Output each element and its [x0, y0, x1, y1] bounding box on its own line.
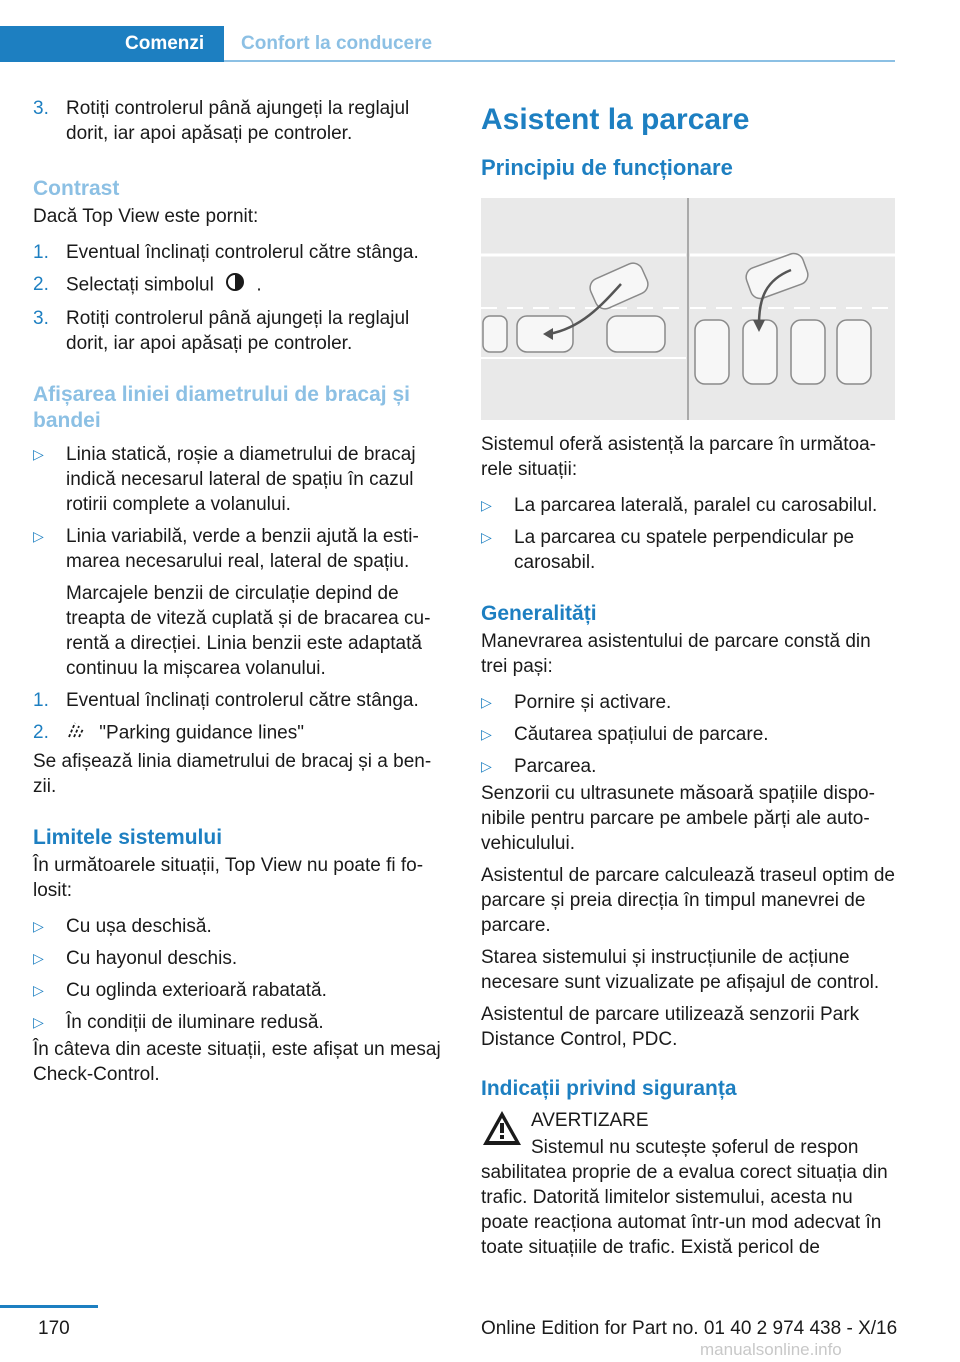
- parking-illustration: [481, 198, 895, 420]
- edition-info: Online Edition for Part no. 01 40 2 974 438 - X/16: [481, 1318, 898, 1339]
- limits-bullets: [33, 914, 445, 1035]
- contrast-steps: [33, 240, 445, 356]
- page-number: 170: [38, 1318, 70, 1339]
- parking-lines-icon: [66, 720, 86, 747]
- warning-block: [481, 1108, 895, 1160]
- step-number: 1.: [33, 242, 49, 263]
- triangle-bullet-icon: ▷: [481, 726, 492, 742]
- bullet-text: Cu hayonul deschis.: [66, 948, 238, 969]
- contrast-icon: [225, 272, 245, 299]
- step-number: 1.: [33, 690, 49, 711]
- triangle-bullet-icon: ▷: [481, 497, 492, 513]
- bullet-item: [33, 914, 445, 939]
- bullet-text: Căutarea spațiului de parcare.: [514, 724, 769, 745]
- step-text: "Parking guidance lines": [99, 722, 304, 744]
- limits-outro: În câteva din aceste situații, este afișat un mesaj Check-Control.: [33, 1039, 441, 1085]
- heading-display-lines: Afișarea liniei diametrului de bracaj și bandei: [33, 383, 410, 432]
- triangle-bullet-icon: ▷: [481, 758, 492, 774]
- step-item: [33, 720, 445, 747]
- triangle-bullet-icon: ▷: [33, 1014, 44, 1030]
- bullet-item: [481, 525, 895, 575]
- triangle-bullet-icon: ▷: [481, 694, 492, 710]
- step-text-end: .: [256, 274, 262, 296]
- triangle-bullet-icon: ▷: [33, 918, 44, 934]
- watermark: manualsonline.info: [700, 1340, 842, 1359]
- step-item: [33, 96, 445, 146]
- display-note: Marcajele benzii de circulație depind de treapta de viteză cuplată și de bracarea curentă a direcției. Linia benzii este adaptată continuu la mișcarea volanului.: [66, 583, 431, 679]
- bullet-item: [33, 978, 445, 1003]
- heading-safety: Indicații privind siguranța: [481, 1077, 737, 1100]
- bullet-text: Linia statică, roșie a diametrului de bracaj indică necesarul lateral de spațiu în cazul rotirii complete a volanului.: [66, 444, 416, 515]
- bullet-text: La parcarea cu spatele perpendicular pe carosabil.: [514, 527, 855, 573]
- triangle-bullet-icon: ▷: [33, 982, 44, 998]
- triangle-bullet-icon: ▷: [481, 529, 492, 545]
- step-text: Rotiți controlerul până ajungeți la reglajul dorit, iar apoi apăsați pe controler.: [66, 308, 410, 354]
- bullet-text: Pornire și activare.: [514, 692, 672, 713]
- warning-text-first: Sistemul nu scutește șoferul de respon: [531, 1137, 859, 1158]
- step-number: 3.: [33, 308, 49, 329]
- step-text: Selectați simbolul: [66, 274, 214, 296]
- warning-label: AVERTIZARE: [531, 1110, 649, 1131]
- step-number: 3.: [33, 98, 49, 119]
- right-column: [481, 100, 895, 1260]
- general-intro: Manevrarea asistentului de parcare constă din trei pași:: [481, 631, 871, 677]
- bullet-item: [33, 524, 445, 574]
- heading-principle: Principiu de funcționare: [481, 155, 733, 180]
- step-text: Eventual înclinați controlerul către stânga.: [66, 690, 419, 711]
- bullet-item: [481, 690, 895, 715]
- step-item: [33, 688, 445, 713]
- general-paragraph: Asistentul de parcare utilizează senzorii Park Distance Control, PDC.: [481, 1004, 860, 1050]
- header-rule: [224, 60, 895, 62]
- general-paragraph: Starea sistemului și instrucțiunile de acțiune necesare sunt vizualizate pe afișajul de control.: [481, 947, 880, 993]
- contrast-intro: Dacă Top View este pornit:: [33, 206, 259, 227]
- left-column: [33, 96, 445, 1087]
- display-bullets: [33, 442, 445, 681]
- heading-general: Generalități: [481, 602, 597, 625]
- general-paragraph: Senzorii cu ultrasunete măsoară spațiile disponibile pentru parcare pe ambele părți ale autovehiculului.: [481, 783, 875, 854]
- step-item: [33, 272, 445, 299]
- bullet-item: [33, 442, 445, 517]
- bullet-item: [33, 1010, 445, 1035]
- heading-system-limits: Limitele sistemului: [33, 826, 223, 849]
- bullet-item: [481, 722, 895, 747]
- display-result: Se afișează linia diametrului de bracaj și a benzii.: [33, 751, 432, 797]
- bullet-text: Linia variabilă, verde a benzii ajută la estimarea necesarului real, lateral de spațiu.: [66, 526, 419, 572]
- limits-intro: În următoarele situații, Top View nu poate fi folosit:: [33, 855, 424, 901]
- bullet-item: [481, 493, 895, 518]
- step-text: Eventual înclinați controlerul către stânga.: [66, 242, 419, 263]
- triangle-bullet-icon: ▷: [33, 528, 44, 544]
- page-header: [0, 0, 960, 62]
- triangle-bullet-icon: ▷: [33, 950, 44, 966]
- display-steps: [33, 688, 445, 747]
- general-paragraph: Asistentul de parcare calculează traseul optim de parcare și preia direcția în timpul manevrei de parcare.: [481, 865, 896, 936]
- bullet-text: La parcarea laterală, paralel cu carosabilul.: [514, 495, 878, 516]
- bullet-text: În condiții de iluminare redusă.: [66, 1012, 324, 1033]
- footer-rule: [0, 1305, 98, 1308]
- step-item: [33, 306, 445, 356]
- step-number: 2.: [33, 274, 49, 295]
- bullet-item: [481, 754, 895, 779]
- warning-text: sabilitatea proprie de a evalua corect situația din trafic. Datorită limitelor sistemului, acesta nu poate reacționa automat într-un mod adecvat în toate situațiile de trafic. Există pericol de: [481, 1162, 888, 1258]
- principle-intro: Sistemul oferă asistență la parcare în următoarele situații:: [481, 434, 876, 480]
- tab-comenzi[interactable]: Comenzi: [0, 26, 224, 62]
- bullet-item: [33, 946, 445, 971]
- tab-confort-la-conducere[interactable]: Confort la conducere: [241, 33, 433, 54]
- bullet-text: Cu oglinda exterioară rabatată.: [66, 980, 327, 1001]
- step-number: 2.: [33, 722, 49, 743]
- step-item: [33, 240, 445, 265]
- heading-contrast: Contrast: [33, 177, 120, 200]
- section-title: Asistent la parcare: [481, 103, 750, 136]
- principle-bullets: [481, 493, 895, 575]
- bullet-text: Parcarea.: [514, 756, 597, 777]
- triangle-bullet-icon: ▷: [33, 446, 44, 462]
- step-text: Rotiți controlerul până ajungeți la reglajul dorit, iar apoi apăsați pe controler.: [66, 98, 410, 144]
- warning-triangle-icon: [481, 1108, 529, 1160]
- general-bullets: [481, 690, 895, 779]
- bullet-text: Cu ușa deschisă.: [66, 916, 212, 937]
